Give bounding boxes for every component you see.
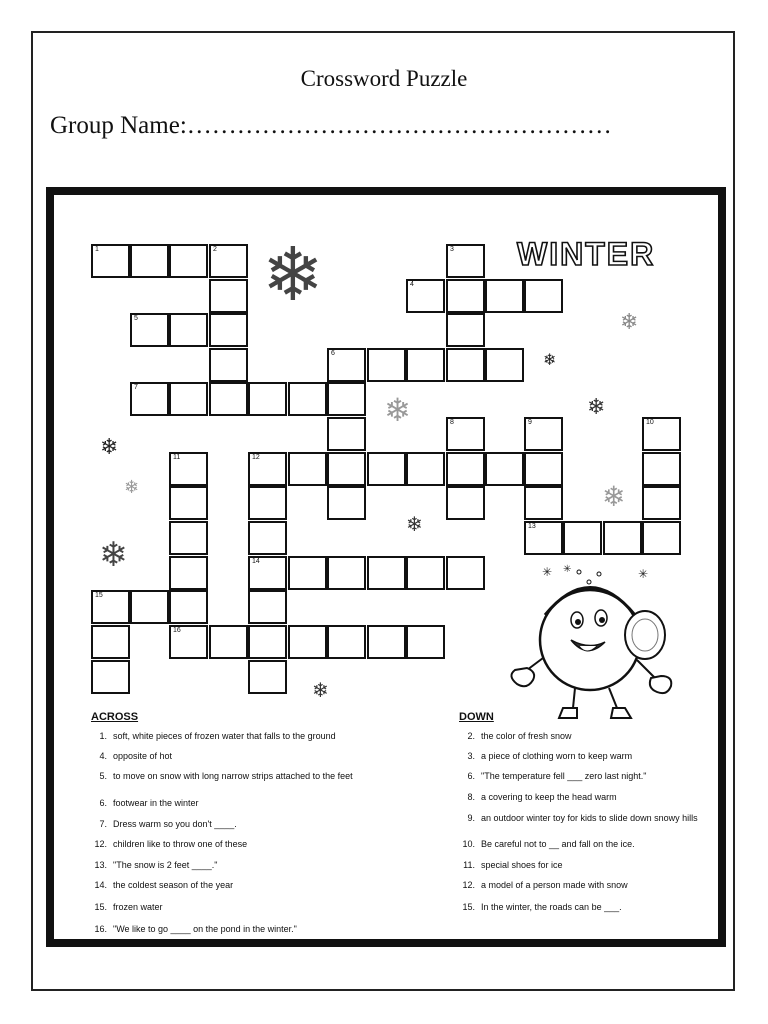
snowflake-icon: ❄ — [124, 477, 140, 498]
clue-number: 9. — [467, 813, 475, 823]
clue-number: 8. — [467, 792, 475, 802]
clue-number: 4 — [410, 281, 414, 288]
clue-number: 6 — [331, 350, 335, 357]
snowflake-icon: ❄ — [587, 395, 606, 420]
clue-number: 4. — [99, 751, 107, 761]
group-name-line: Group Name:…………………………………………… — [50, 112, 612, 139]
clue-text: opposite of hot — [113, 751, 173, 761]
clue-number: 15. — [462, 902, 475, 912]
clue-number: 2. — [467, 731, 475, 741]
clue-number: 13. — [94, 860, 107, 870]
snowflake-icon: ❄ — [602, 480, 626, 513]
clue-number: 9 — [528, 419, 532, 426]
clue-text: "The temperature fell ___ zero last night." — [481, 771, 647, 781]
snowflake-icon: ✳ — [638, 567, 649, 581]
snowflake-icon: ❄ — [100, 435, 119, 460]
clue-number: 1. — [99, 731, 107, 741]
clue-text: a piece of clothing worn to keep warm — [481, 751, 633, 761]
clue-number: 12 — [252, 454, 260, 461]
clue-number: 16 — [173, 627, 181, 634]
snowflake-icon: ❄ — [543, 350, 557, 369]
clue-text: Dress warm so you don't ____. — [113, 819, 237, 829]
page-title: Crossword Puzzle — [300, 66, 468, 91]
snowflake-icon: ❄ — [620, 310, 639, 335]
snowflake-icon: ❄ — [99, 535, 128, 575]
clue-number: 7 — [134, 384, 138, 391]
clue-text: a model of a person made with snow — [481, 880, 628, 890]
clue-number: 3 — [450, 246, 454, 253]
clue-number: 14. — [94, 880, 107, 890]
clue-number: 6. — [467, 771, 475, 781]
snowflake-icon: ❄ — [312, 678, 329, 702]
clue-number: 16. — [94, 924, 107, 934]
snowflake-icon: ❄ — [406, 512, 423, 536]
clue-text: special shoes for ice — [481, 860, 563, 870]
clue-number: 12. — [94, 839, 107, 849]
clue-text: footwear in the winter — [113, 798, 199, 808]
clue-text: the coldest season of the year — [113, 880, 234, 890]
clue-text: frozen water — [113, 902, 163, 912]
clue-number: 13 — [528, 523, 536, 530]
clue-number: 15. — [94, 902, 107, 912]
clue-text: "We like to go ____ on the pond in the winter." — [113, 924, 297, 934]
clue-number: 1 — [95, 246, 99, 253]
clue-number: 11 — [173, 454, 181, 461]
clue-number: 14 — [252, 558, 260, 565]
clue-number: 2 — [213, 246, 217, 253]
clue-number: 12. — [462, 880, 475, 890]
clue-number: 11. — [463, 860, 475, 870]
across-heading: ACROSS — [91, 711, 139, 723]
clue-text: a covering to keep the head warm — [481, 792, 617, 802]
clue-number: 15 — [95, 592, 103, 599]
clue-number: 6. — [99, 798, 107, 808]
clue-text: soft, white pieces of frozen water that falls to the ground — [113, 731, 336, 741]
clue-number: 8 — [450, 419, 454, 426]
clue-text: In the winter, the roads can be ___. — [481, 902, 622, 912]
clue-text: to move on snow with long narrow strips attached to the feet — [113, 771, 353, 781]
snowflake-icon: ✳ — [542, 565, 553, 579]
clue-number: 5. — [99, 771, 107, 781]
clue-text: children like to throw one of these — [113, 839, 248, 849]
winter-banner: WINTER — [517, 236, 656, 272]
clue-text: the color of fresh snow — [481, 731, 572, 741]
clue-number: 3. — [467, 751, 475, 761]
clue-text: "The snow is 2 feet ____." — [113, 860, 218, 870]
clue-number: 10. — [462, 839, 475, 849]
snowflake-icon: ❄ — [384, 391, 411, 429]
snowflake-icon: ✳ — [563, 564, 572, 575]
snowball-character-illustration — [505, 560, 695, 730]
clue-number: 5 — [134, 315, 138, 322]
clue-text: Be careful not to __ and fall on the ice. — [481, 839, 635, 849]
clue-number: 10 — [646, 419, 654, 426]
clue-number: 7. — [99, 819, 107, 829]
down-heading: DOWN — [459, 711, 494, 723]
clue-text: an outdoor winter toy for kids to slide down snowy hills — [481, 813, 698, 823]
snowflake-icon: ❄ — [262, 232, 325, 318]
